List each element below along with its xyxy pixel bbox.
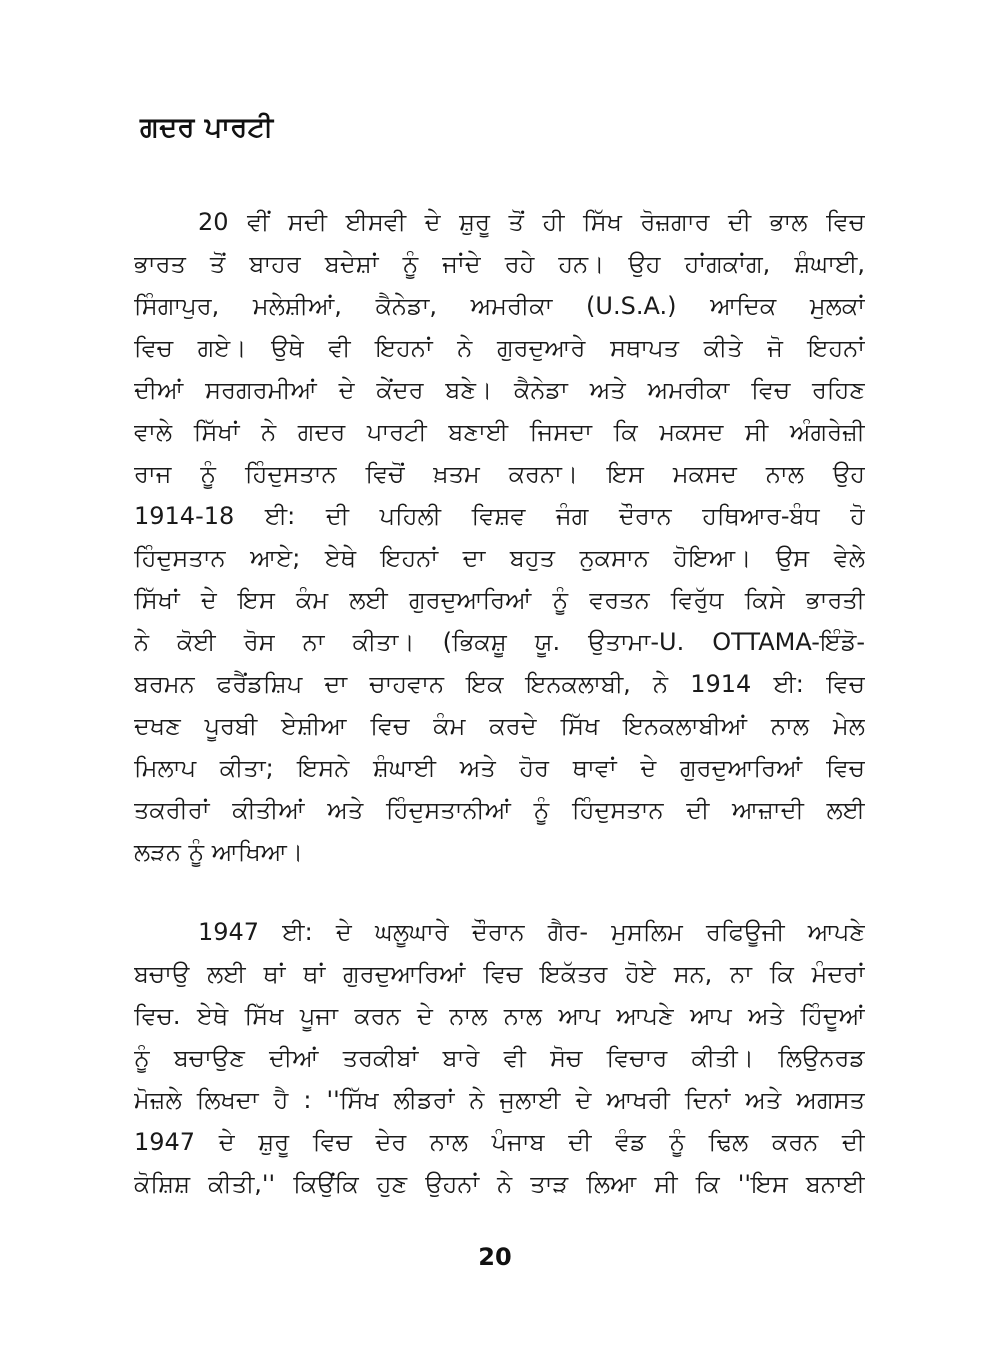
paragraph-2-line-5: ਮੋਜ਼ਲੇ ਲਿਖਦਾ ਹੈ : ''ਸਿੱਖ ਲੀਡਰਾਂ ਨੇ ਜੁਲਾਈ ਦੇ ਆਖਰੀ ਦਿਨਾਂ ਅਤੇ ਅਗਸਤ bbox=[134, 1086, 865, 1114]
page-number: 20 bbox=[478, 1243, 512, 1271]
paragraph-1-line-8: 1914-18 ਈ: ਦੀ ਪਹਿਲੀ ਵਿਸ਼ਵ ਜੰਗ ਦੌਰਾਨ ਹਥਿਆਰ-ਬੰਧ ਹੋ bbox=[134, 502, 865, 530]
paragraph-1-line-2: ਭਾਰਤ ਤੋਂ ਬਾਹਰ ਬਦੇਸ਼ਾਂ ਨੂੰ ਜਾਂਦੇ ਰਹੇ ਹਨ। ਉਹ ਹਾਂਗਕਾਂਗ, ਸ਼ੰਘਾਈ, bbox=[134, 250, 865, 278]
paragraph-1-line-3: ਸਿੰਗਾਪੁਰ, ਮਲੇਸ਼ੀਆਂ, ਕੈਨੇਡਾ, ਅਮਰੀਕਾ (U.S.A.) ਆਦਿਕ ਮੁਲਕਾਂ bbox=[134, 292, 865, 320]
paragraph-1-line-6: ਵਾਲੇ ਸਿੱਖਾਂ ਨੇ ਗਦਰ ਪਾਰਟੀ ਬਣਾਈ ਜਿਸਦਾ ਕਿ ਮਕਸਦ ਸੀ ਅੰਗਰੇਜ਼ੀ bbox=[134, 418, 865, 446]
paragraph-1-line-16: ਲੜਨ ਨੂੰ ਆਖਿਆ। bbox=[134, 838, 304, 866]
section-heading: ਗਦਰ ਪਾਰਟੀ bbox=[140, 112, 274, 143]
paragraph-1-line-10: ਸਿੱਖਾਂ ਦੇ ਇਸ ਕੰਮ ਲਈ ਗੁਰਦੁਆਰਿਆਂ ਨੂੰ ਵਰਤਨ ਵਿਰੁੱਧ ਕਿਸੇ ਭਾਰਤੀ bbox=[134, 586, 865, 614]
paragraph-1-line-13: ਦਖਣ ਪੂਰਬੀ ਏਸ਼ੀਆ ਵਿਚ ਕੰਮ ਕਰਦੇ ਸਿੱਖ ਇਨਕਲਾਬੀਆਂ ਨਾਲ ਮੇਲ bbox=[134, 712, 865, 740]
paragraph-1-line-9: ਹਿੰਦੁਸਤਾਨ ਆਏ; ਏਥੇ ਇਹਨਾਂ ਦਾ ਬਹੁਤ ਨੁਕਸਾਨ ਹੋਇਆ। ਉਸ ਵੇਲੇ bbox=[134, 544, 865, 572]
paragraph-1-line-4: ਵਿਚ ਗਏ। ਉਥੇ ਵੀ ਇਹਨਾਂ ਨੇ ਗੁਰਦੁਆਰੇ ਸਥਾਪਤ ਕੀਤੇ ਜੋ ਇਹਨਾਂ bbox=[134, 334, 865, 362]
paragraph-1-line-1: 20 ਵੀਂ ਸਦੀ ਈਸਵੀ ਦੇ ਸ਼ੁਰੂ ਤੋਂ ਹੀ ਸਿੱਖ ਰੋਜ਼ਗਾਰ ਦੀ ਭਾਲ ਵਿਚ bbox=[198, 208, 865, 236]
paragraph-2-line-3: ਵਿਚ. ਏਥੇ ਸਿੱਖ ਪੂਜਾ ਕਰਨ ਦੇ ਨਾਲ ਨਾਲ ਆਪ ਆਪਣੇ ਆਪ ਅਤੇ ਹਿੰਦੂਆਂ bbox=[134, 1002, 865, 1030]
paragraph-1-line-11: ਨੇ ਕੋਈ ਰੋਸ ਨਾ ਕੀਤਾ। (ਭਿਕਸ਼ੂ ਯੂ. ਉਤਾਮਾ-U. OTTAMA-ਇੰਡੋ- bbox=[134, 628, 865, 656]
paragraph-1-line-5: ਦੀਆਂ ਸਰਗਰਮੀਆਂ ਦੇ ਕੇਂਦਰ ਬਣੇ। ਕੈਨੇਡਾ ਅਤੇ ਅਮਰੀਕਾ ਵਿਚ ਰਹਿਣ bbox=[134, 376, 865, 404]
paragraph-2-line-1: 1947 ਈ: ਦੇ ਘਲੂਘਾਰੇ ਦੌਰਾਨ ਗੈਰ- ਮੁਸਲਿਮ ਰਫਿਊਜੀ ਆਪਣੇ bbox=[198, 918, 865, 946]
paragraph-2-line-7: ਕੋਸ਼ਿਸ਼ ਕੀਤੀ,'' ਕਿਉਂਕਿ ਹੁਣ ਉਹਨਾਂ ਨੇ ਤਾੜ ਲਿਆ ਸੀ ਕਿ ''ਇਸ ਬਨਾਈ bbox=[134, 1170, 865, 1198]
paragraph-1-line-15: ਤਕਰੀਰਾਂ ਕੀਤੀਆਂ ਅਤੇ ਹਿੰਦੁਸਤਾਨੀਆਂ ਨੂੰ ਹਿੰਦੁਸਤਾਨ ਦੀ ਆਜ਼ਾਦੀ ਲਈ bbox=[134, 796, 865, 824]
paragraph-1-line-7: ਰਾਜ ਨੂੰ ਹਿੰਦੁਸਤਾਨ ਵਿਚੋਂ ਖ਼ਤਮ ਕਰਨਾ। ਇਸ ਮਕਸਦ ਨਾਲ ਉਹ bbox=[134, 460, 865, 488]
paragraph-2-line-6: 1947 ਦੇ ਸ਼ੁਰੂ ਵਿਚ ਦੇਰ ਨਾਲ ਪੰਜਾਬ ਦੀ ਵੰਡ ਨੂੰ ਢਿਲ ਕਰਨ ਦੀ bbox=[134, 1128, 865, 1156]
paragraph-2-line-4: ਨੂੰ ਬਚਾਉਣ ਦੀਆਂ ਤਰਕੀਬਾਂ ਬਾਰੇ ਵੀ ਸੋਚ ਵਿਚਾਰ ਕੀਤੀ। ਲਿਉਨਰਡ bbox=[134, 1044, 865, 1072]
paragraph-1-line-12: ਬਰਮਨ ਫਰੈਂਡਸ਼ਿਪ ਦਾ ਚਾਹਵਾਨ ਇਕ ਇਨਕਲਾਬੀ, ਨੇ 1914 ਈ: ਵਿਚ bbox=[134, 670, 865, 698]
paragraph-1-line-14: ਮਿਲਾਪ ਕੀਤਾ; ਇਸਨੇ ਸ਼ੰਘਾਈ ਅਤੇ ਹੋਰ ਥਾਵਾਂ ਦੇ ਗੁਰਦੁਆਰਿਆਂ ਵਿਚ bbox=[134, 754, 865, 782]
paragraph-2-line-2: ਬਚਾਉ ਲਈ ਥਾਂ ਥਾਂ ਗੁਰਦੁਆਰਿਆਂ ਵਿਚ ਇਕੱਤਰ ਹੋਏ ਸਨ, ਨਾ ਕਿ ਮੰਦਰਾਂ bbox=[134, 960, 865, 988]
